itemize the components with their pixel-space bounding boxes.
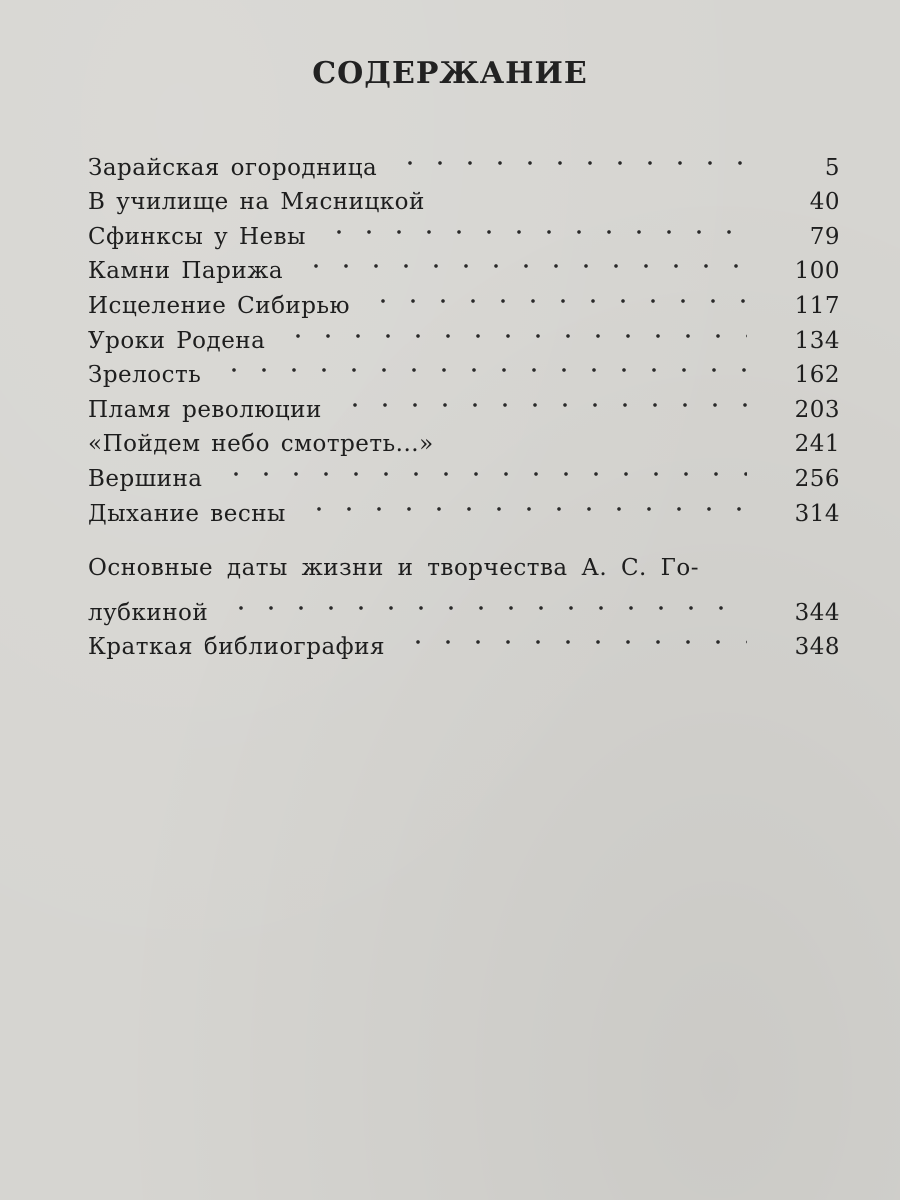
- toc-entry-page: 344: [794, 599, 840, 626]
- toc-entry: [88, 585, 840, 626]
- toc-entry-first-line: Основные даты жизни и творчества А. С. Го-: [88, 554, 700, 581]
- toc-entry-page: 117: [794, 292, 840, 319]
- toc-entry-title: Пламя революции: [88, 396, 322, 423]
- toc-entry-title: Сфинксы у Невы: [88, 223, 306, 250]
- dot-leader: [385, 140, 788, 175]
- page-title: СОДЕРЖАНИЕ: [312, 56, 588, 91]
- dot-leader: [216, 585, 786, 620]
- dot-leader: [314, 209, 788, 244]
- dot-leader: [294, 486, 787, 521]
- toc-entry-title: Камни Парижа: [88, 258, 284, 285]
- toc-entry-page: 40: [809, 189, 840, 216]
- toc-entry: [88, 140, 840, 181]
- dot-leader: [211, 451, 787, 486]
- dot-leader: [330, 382, 787, 417]
- toc-entry-title: Исцеление Сибирью: [88, 292, 351, 319]
- toc-entry-title: В училище на Мясницкой: [88, 189, 425, 216]
- toc-entry-page: 314: [794, 500, 840, 527]
- toc-entry-title-continued: лубкиной: [88, 599, 209, 626]
- toc-entry-page: 241: [794, 431, 840, 458]
- toc-entry-title: Краткая библиография: [88, 634, 386, 661]
- dot-leader: [291, 244, 787, 279]
- dot-leader: [393, 620, 787, 655]
- table-of-contents: [88, 140, 840, 661]
- dot-leader: [358, 278, 787, 313]
- toc-entry-title: Зрелость: [88, 362, 202, 389]
- dot-leader: [209, 348, 786, 383]
- toc-entry-title: «Пойдем небо смотреть...»: [88, 431, 434, 458]
- toc-entry-page: 348: [794, 634, 840, 661]
- toc-entry-page: 100: [794, 258, 840, 285]
- toc-entry-page: 134: [794, 327, 840, 354]
- toc-entry-title: Вершина: [88, 465, 203, 492]
- toc-entry-page: 162: [794, 362, 840, 389]
- toc-entry-page: 256: [794, 465, 840, 492]
- toc-entry-page: 5: [824, 154, 840, 181]
- toc-entry-page: 79: [809, 223, 840, 250]
- toc-entry-title: Дыхание весны: [88, 500, 286, 527]
- toc-entry-page: 203: [794, 396, 840, 423]
- dot-leader: [273, 313, 786, 348]
- toc-entry-title: Зарайская огородница: [88, 154, 378, 181]
- toc-entry-title: Уроки Родена: [88, 327, 266, 354]
